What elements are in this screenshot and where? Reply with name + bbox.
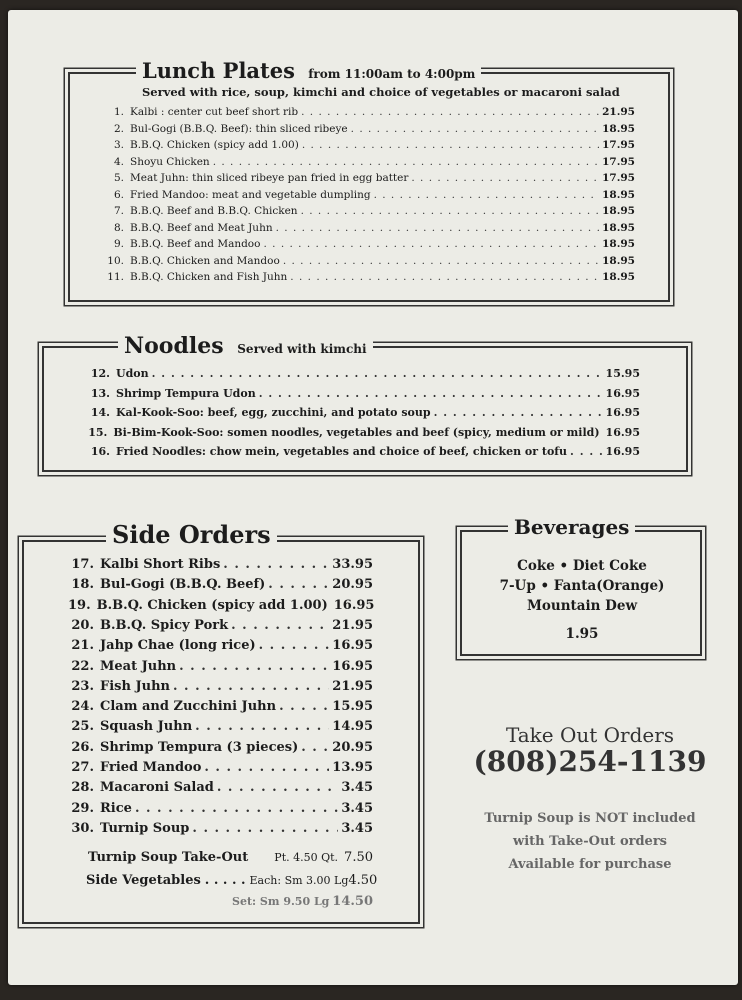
lunch-row [100, 172, 635, 184]
lunch-row [100, 189, 635, 201]
noodle-row [80, 406, 640, 419]
side-item-num: 25. [71, 719, 94, 735]
side-leader-dots [195, 719, 329, 734]
takeout-phone[interactable]: (808)254-1139 [473, 745, 707, 778]
side-item-num: 18. [71, 577, 94, 593]
side-item-num: 29. [71, 800, 94, 816]
side-leader-dots [231, 618, 329, 633]
noodle-row [80, 367, 640, 380]
side-leader-dots [192, 821, 338, 836]
lunch-item-price: 18.95 [602, 221, 635, 234]
lunch-row [100, 238, 635, 250]
lunch-item-name: B.B.Q. Beef and Meat Juhn [130, 221, 273, 234]
side-item-name: Clam and Zucchini Juhn [100, 699, 277, 715]
noodle-item-num: 15. [88, 425, 108, 439]
side-row [68, 719, 373, 734]
lunch-item-num: 11. [107, 271, 124, 283]
side-title-text: Side Orders [112, 520, 271, 549]
side-veg-set: Set: Sm 9.50 Lg [232, 895, 330, 908]
beverage-line-3: Mountain Dew [526, 598, 638, 614]
side-item-price: 14.95 [332, 719, 373, 735]
side-item-num: 22. [71, 658, 94, 674]
lunch-row [100, 271, 635, 283]
side-leader-dots [268, 577, 329, 592]
noodle-item-name: Kal-Kook-Soo: beef, egg, zucchini, and potato soup [116, 406, 431, 419]
lunch-leader-dots [290, 271, 599, 283]
side-item-name: Macaroni Salad [100, 780, 214, 796]
side-item-price: 20.95 [332, 739, 373, 755]
side-item-price: 16.95 [333, 597, 375, 613]
side-title [106, 520, 277, 549]
lunch-item-num: 1. [113, 106, 124, 118]
side-item-price: 3.45 [341, 780, 373, 796]
lunch-leader-dots [283, 255, 599, 267]
side-leader-dots [279, 699, 329, 714]
lunch-item-num: 2. [113, 122, 124, 135]
lunch-item-num: 3. [113, 139, 124, 151]
noodle-item-name: Bi-Bim-Kook-Soo: somen noodles, vegetables and beef (spicy, medium or mild) [113, 425, 600, 439]
side-leader-dots [259, 638, 330, 653]
side-row [68, 760, 373, 775]
turnip-takeout-row [88, 850, 373, 865]
lunch-leader-dots [213, 156, 599, 168]
side-veg-set-row [232, 894, 373, 909]
side-item-name: B.B.Q. Spicy Pork [100, 617, 229, 633]
side-item-price: 15.95 [332, 699, 373, 715]
lunch-row [100, 156, 635, 168]
noodle-item-price: 16.95 [605, 445, 640, 458]
side-veg-each: Each: Sm 3.00 Lg [249, 874, 349, 887]
noodle-row [80, 387, 640, 400]
side-item-num: 26. [71, 739, 94, 755]
lunch-item-price: 17.95 [602, 139, 635, 151]
lunch-item-name: B.B.Q. Beef and B.B.Q. Chicken [130, 205, 298, 217]
lunch-row [100, 255, 635, 267]
lunch-item-name: Meat Juhn: thin sliced ribeye pan fried in egg batter [130, 172, 409, 184]
side-row [68, 638, 373, 653]
lunch-item-num: 4. [113, 155, 124, 168]
noodle-item-num: 12. [90, 367, 110, 380]
lunch-row [100, 139, 635, 151]
side-item-price: 13.95 [332, 760, 373, 775]
lunch-item-price: 18.95 [602, 122, 635, 135]
lunch-item-price: 18.95 [602, 238, 635, 250]
takeout-note-3: Available for purchase [508, 857, 672, 872]
side-item-name: Meat Juhn [100, 658, 177, 674]
side-item-name: Jahp Chae (long rice) [100, 638, 256, 654]
side-leader-dots [223, 557, 329, 572]
lunch-item-price: 17.95 [602, 172, 635, 184]
noodle-item-name: Fried Noodles: chow mein, vegetables and choice of beef, chicken or tofu [116, 445, 568, 458]
side-item-price: 33.95 [332, 557, 373, 572]
side-row [68, 618, 373, 633]
lunch-item-num: 10. [107, 254, 124, 267]
side-item-price: 21.95 [332, 617, 373, 633]
side-row [68, 801, 373, 816]
side-item-price: 16.95 [332, 658, 373, 674]
lunch-item-price: 17.95 [602, 155, 635, 168]
beverages-title: Beverages [508, 515, 635, 539]
side-item-num: 20. [71, 617, 94, 633]
turnip-takeout-price: 7.50 [344, 850, 373, 865]
noodle-item-price: 16.95 [605, 406, 640, 419]
lunch-leader-dots [351, 123, 599, 135]
side-veg-row: Side Vegetables . . . . . Each: Sm 3.00 Lg 4.50 [86, 873, 378, 888]
lunch-item-num: 6. [113, 188, 124, 201]
noodle-leader-dots [259, 387, 603, 400]
side-leader-dots [173, 679, 329, 694]
side-leader-dots [179, 659, 329, 674]
lunch-item-num: 7. [113, 205, 124, 217]
side-item-num: 17. [71, 557, 94, 572]
beverage-price: 1.95 [565, 626, 599, 642]
side-item-num: 21. [71, 638, 94, 654]
side-item-price: 3.45 [341, 800, 373, 816]
lunch-leader-dots [263, 238, 599, 250]
side-row [68, 780, 373, 795]
lunch-leader-dots [411, 172, 599, 184]
lunch-subtitle: Served with rice, soup, kimchi and choice of vegetables or macaroni salad [142, 85, 620, 99]
side-item-name: Turnip Soup [100, 820, 190, 836]
lunch-item-name: Shoyu Chicken [130, 155, 210, 168]
lunch-row [100, 123, 635, 135]
takeout-title: Take Out Orders [505, 723, 675, 747]
side-item-name: Rice [100, 800, 132, 816]
side-item-price: 20.95 [332, 577, 373, 593]
side-item-name: Bul-Gogi (B.B.Q. Beef) [100, 577, 266, 593]
lunch-leader-dots [302, 139, 599, 151]
noodles-title-text: Noodles [124, 333, 224, 359]
side-item-price: 16.95 [332, 638, 373, 654]
noodle-item-price: 16.95 [605, 386, 640, 400]
lunch-leader-dots [374, 189, 600, 201]
side-veg-set-price: 14.50 [332, 894, 373, 909]
lunch-item-name: Fried Mandoo: meat and vegetable dumpling [130, 188, 371, 201]
lunch-item-name: B.B.Q. Chicken and Fish Juhn [130, 271, 288, 283]
noodle-item-num: 16. [90, 445, 110, 458]
lunch-item-price: 18.95 [602, 254, 635, 267]
lunch-leader-dots [301, 106, 599, 118]
side-item-num: 30. [71, 820, 94, 836]
side-row [68, 821, 373, 836]
side-item-name: Shrimp Tempura (3 pieces) [100, 739, 299, 755]
side-item-num: 23. [71, 678, 94, 694]
side-leader-dots [204, 760, 329, 775]
noodle-item-price: 15.95 [605, 367, 640, 380]
noodle-item-num: 13. [90, 386, 110, 400]
lunch-item-name: B.B.Q. Chicken and Mandoo [130, 254, 280, 267]
lunch-row [100, 222, 635, 234]
side-leader-dots [135, 801, 338, 816]
lunch-item-price: 18.95 [602, 188, 635, 201]
noodle-leader-dots [152, 367, 603, 380]
lunch-title [136, 58, 481, 83]
lunch-item-name: B.B.Q. Beef and Mandoo [130, 238, 261, 250]
beverage-line-1: Coke • Diet Coke [517, 558, 647, 574]
noodle-item-name: Udon [116, 367, 149, 380]
side-item-name: Squash Juhn [100, 719, 193, 735]
side-item-name: B.B.Q. Chicken (spicy add 1.00) [96, 597, 328, 613]
turnip-takeout-name: Turnip Soup Take-Out [88, 850, 249, 865]
lunch-item-num: 9. [113, 238, 124, 250]
side-leader-dots [217, 780, 338, 795]
takeout-note-2: with Take-Out orders [513, 834, 667, 849]
side-item-name: Fried Mandoo [100, 760, 202, 775]
side-veg-name: Side Vegetables [86, 873, 201, 888]
lunch-row [100, 205, 635, 217]
side-item-name: Kalbi Short Ribs [100, 557, 221, 572]
lunch-item-price: 21.95 [602, 106, 635, 118]
side-item-price: 21.95 [332, 678, 373, 694]
noodle-leader-dots [570, 445, 603, 458]
beverage-line-2: 7-Up • Fanta(Orange) [499, 578, 665, 594]
lunch-item-num: 5. [113, 172, 124, 184]
side-row [68, 699, 373, 714]
noodle-row [80, 445, 640, 458]
side-item-price: 3.45 [341, 820, 373, 836]
noodle-item-name: Shrimp Tempura Udon [116, 386, 256, 400]
side-row [68, 598, 373, 613]
noodles-title [118, 333, 373, 359]
lunch-item-price: 18.95 [602, 205, 635, 217]
side-row [68, 577, 373, 592]
lunch-item-num: 8. [113, 221, 124, 234]
lunch-item-price: 18.95 [602, 271, 635, 283]
side-row [68, 740, 373, 755]
lunch-title-text: Lunch Plates [142, 58, 295, 83]
lunch-row [100, 106, 635, 118]
side-row [68, 659, 373, 674]
side-row [68, 679, 373, 694]
noodle-item-num: 14. [90, 406, 110, 419]
side-leader-dots [301, 740, 329, 755]
side-veg-each-price: 4.50 [348, 873, 378, 888]
side-item-num: 24. [71, 699, 94, 715]
lunch-hours: from 11:00am to 4:00pm [308, 67, 476, 81]
side-item-num: 27. [71, 760, 94, 775]
noodle-leader-dots [434, 406, 603, 419]
side-item-num: 19. [68, 597, 91, 613]
takeout-note-1: Turnip Soup is NOT included [484, 811, 696, 826]
side-row [68, 557, 373, 572]
noodle-row [80, 426, 640, 439]
noodle-item-price: 16.95 [605, 425, 640, 439]
lunch-item-name: B.B.Q. Chicken (spicy add 1.00) [130, 139, 299, 151]
turnip-takeout-size: Pt. 4.50 Qt. [274, 851, 339, 864]
lunch-leader-dots [301, 205, 600, 217]
noodles-subtitle: Served with kimchi [237, 342, 367, 356]
side-item-name: Fish Juhn [100, 678, 170, 694]
lunch-item-name: Kalbi : center cut beef short rib [130, 106, 299, 118]
side-item-num: 28. [71, 780, 94, 796]
lunch-item-name: Bul-Gogi (B.B.Q. Beef): thin sliced ribeye [130, 122, 348, 135]
lunch-leader-dots [276, 222, 600, 234]
